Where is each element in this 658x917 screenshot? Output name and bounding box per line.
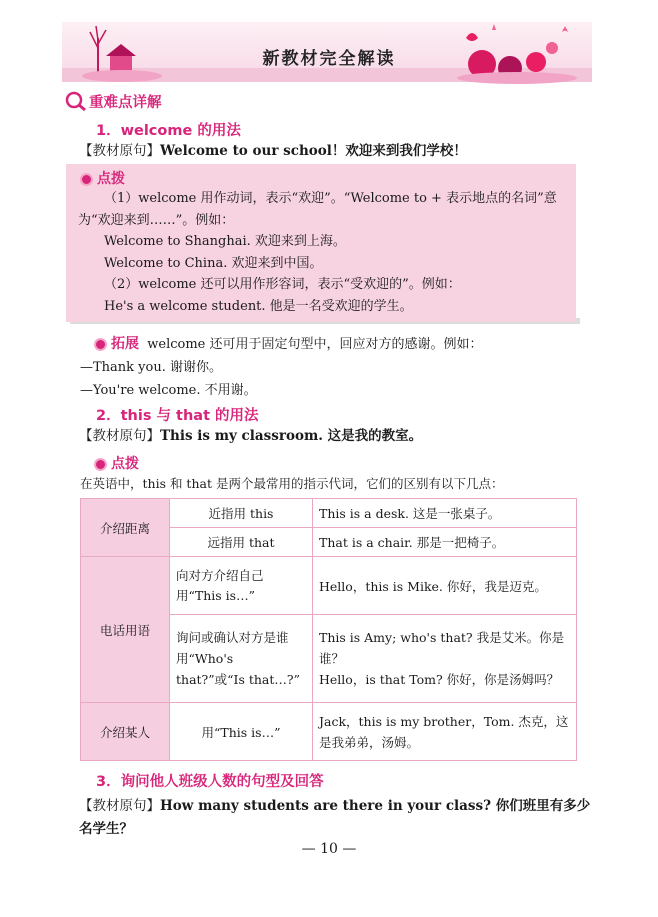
source-label: 【教材原句】: [79, 798, 160, 814]
page-number: — 10 —: [301, 841, 357, 857]
source-sentence: Welcome to our school！欢迎来到我们学校！: [160, 143, 467, 159]
source-label: 【教材原句】: [79, 143, 160, 159]
intro-line: 在英语中，this 和 that 是两个最常用的指示代词，它们的区别有以下几点：: [80, 476, 504, 491]
bullet-icon: [80, 173, 93, 186]
usage-cell: 近指用 this: [170, 499, 313, 528]
example-line: Hello，is that Tom? 你好，你是汤姆吗？: [319, 672, 560, 687]
dialog-line: —You're welcome. 不用谢。: [80, 383, 257, 398]
example-cell: That is a chair. 那是一把椅子。: [313, 528, 577, 557]
item3-heading: 3．询问他人班级人数的句型及回答: [96, 774, 324, 790]
source-label: 【教材原句】: [79, 428, 160, 444]
tip-line: （2）welcome 还可以用作形容词，表示“受欢迎的”。例如：: [104, 277, 461, 292]
tip-badge: [80, 168, 125, 188]
bullet-icon: [94, 458, 107, 471]
this-that-table: [80, 498, 577, 761]
item3-source: [79, 795, 599, 841]
item1-heading: 1．welcome 的用法: [96, 123, 241, 139]
section-title: 重难点详解: [89, 95, 162, 111]
tip-line: Welcome to Shanghai. 欢迎来到上海。: [104, 234, 346, 249]
tip-label: 点拨: [97, 171, 125, 187]
tip-line: （1）welcome 用作动词，表示“欢迎”。“Welcome to + 表示地点的名词”意: [104, 191, 557, 206]
table-row: [81, 499, 577, 528]
expand-row: [94, 336, 483, 353]
expand-text: welcome 还可用于固定句型中，回应对方的感谢。例如：: [147, 337, 483, 352]
item2-source: [79, 428, 422, 444]
usage-cell: 远指用 that: [170, 528, 313, 557]
tip-line: Welcome to China. 欢迎来到中国。: [104, 256, 323, 271]
tip-label: 点拨: [111, 456, 139, 472]
category-cell: 电话用语: [81, 557, 170, 703]
example-line: This is Amy; who's that? 我是艾米。你是谁？: [319, 630, 565, 666]
example-cell: Hello，this is Mike. 你好，我是迈克。: [313, 557, 577, 615]
tip-line: He's a welcome student. 他是一名受欢迎的学生。: [104, 299, 413, 314]
magnifier-icon: [64, 90, 88, 112]
usage-cell: 询问或确认对方是谁用“Who's that?”或“Is that…?”: [170, 615, 313, 703]
tip-badge: [94, 453, 139, 473]
source-sentence: This is my classroom. 这是我的教室。: [160, 428, 423, 444]
source-sentence: How many students are there in your class? 你们班里有多少名学生？: [79, 798, 591, 837]
tip-line: 为“欢迎来到……”。例如：: [78, 213, 235, 228]
example-cell: Jack，this is my brother，Tom. 杰克，这是我弟弟，汤姆。: [313, 703, 577, 761]
bullet-icon: [94, 338, 107, 351]
category-cell: 介绍某人: [81, 703, 170, 761]
dialog-line: —Thank you. 谢谢你。: [80, 360, 222, 375]
usage-cell: 用“This is…”: [170, 703, 313, 761]
example-cell: This is a desk. 这是一张桌子。: [313, 499, 577, 528]
header-title: 新教材完全解读: [262, 49, 396, 69]
item2-heading: 2．this 与 that 的用法: [96, 408, 259, 424]
example-cell: [313, 615, 577, 703]
category-cell: 介绍距离: [81, 499, 170, 557]
table-row: [81, 557, 577, 615]
usage-cell: 向对方介绍自己用“This is…”: [170, 557, 313, 615]
expand-label: 拓展: [111, 336, 139, 352]
table-row: [81, 703, 577, 761]
item1-source: [79, 143, 467, 159]
